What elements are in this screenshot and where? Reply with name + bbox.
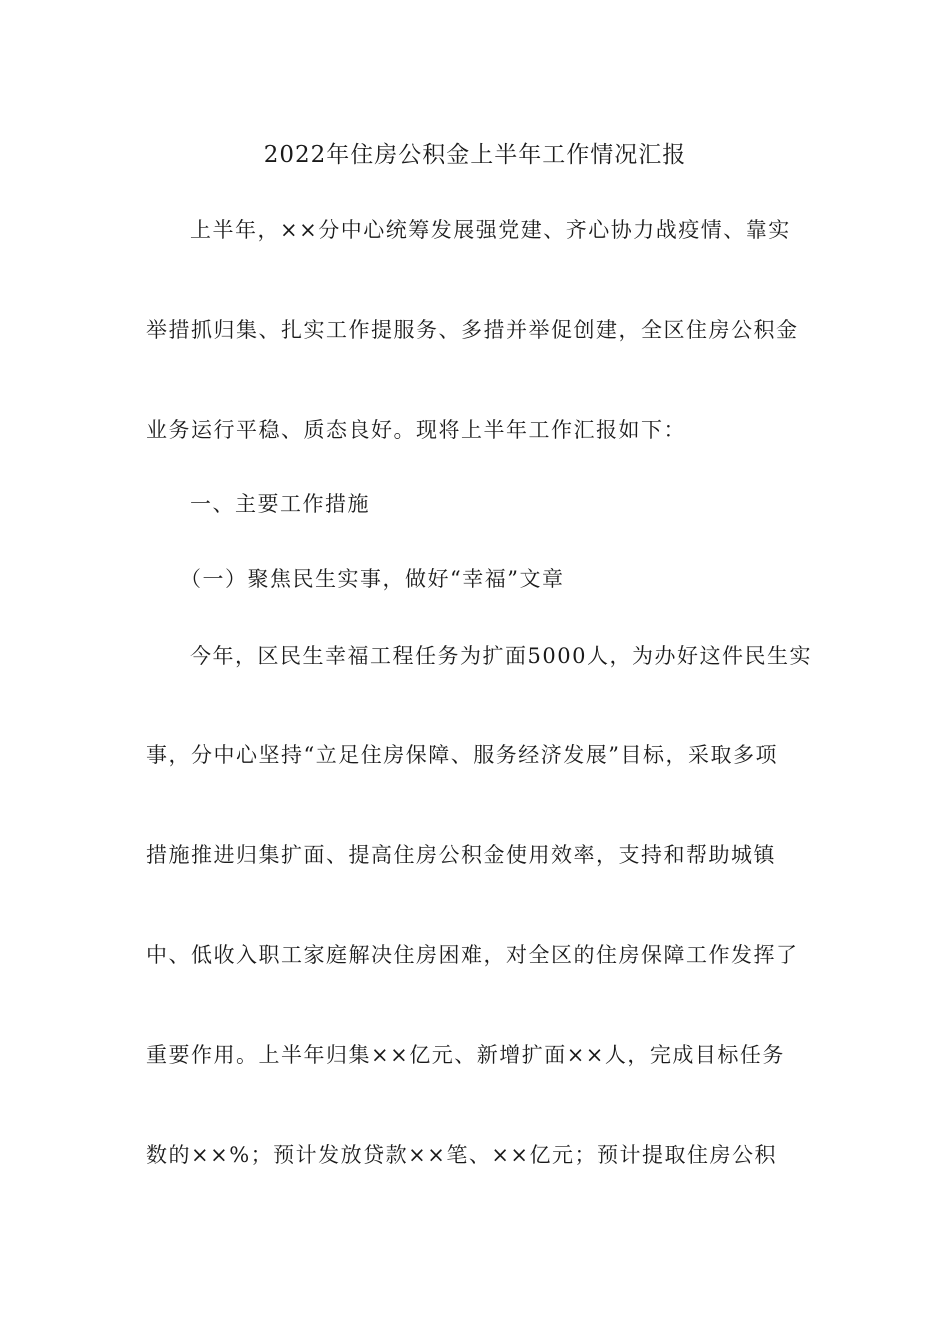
- paragraph-line-3: 业务运行平稳、质态良好。现将上半年工作汇报如下：: [146, 418, 686, 442]
- document-title: 2022年住房公积金上半年工作情况汇报: [263, 142, 687, 168]
- paragraph-line-1: 上半年，××分中心统筹发展强党建、齐心协力战疫情、靠实: [190, 218, 791, 242]
- paragraph-line-2: 举措抓归集、扎实工作提服务、多措并举促创建，全区住房公积金: [146, 318, 799, 342]
- paragraph-line-5: 事，分中心坚持“立足住房保障、服务经济发展”目标，采取多项: [146, 743, 778, 767]
- paragraph-line-7: 中、低收入职工家庭解决住房困难，对全区的住房保障工作发挥了: [146, 943, 799, 967]
- paragraph-line-6: 措施推进归集扩面、提高住房公积金使用效率，支持和帮助城镇: [146, 843, 776, 867]
- paragraph-line-8: 重要作用。上半年归集××亿元、新增扩面××人，完成目标任务: [146, 1043, 785, 1067]
- paragraph-line-4: 今年，区民生幸福工程任务为扩面5000人，为办好这件民生实: [190, 644, 812, 668]
- paragraph-line-9: 数的××%；预计发放贷款××笔、××亿元；预计提取住房公积: [146, 1143, 778, 1167]
- subsection-heading: （一）聚焦民生实事，做好“幸福”文章: [180, 567, 565, 591]
- section-heading: 一、主要工作措施: [190, 492, 370, 516]
